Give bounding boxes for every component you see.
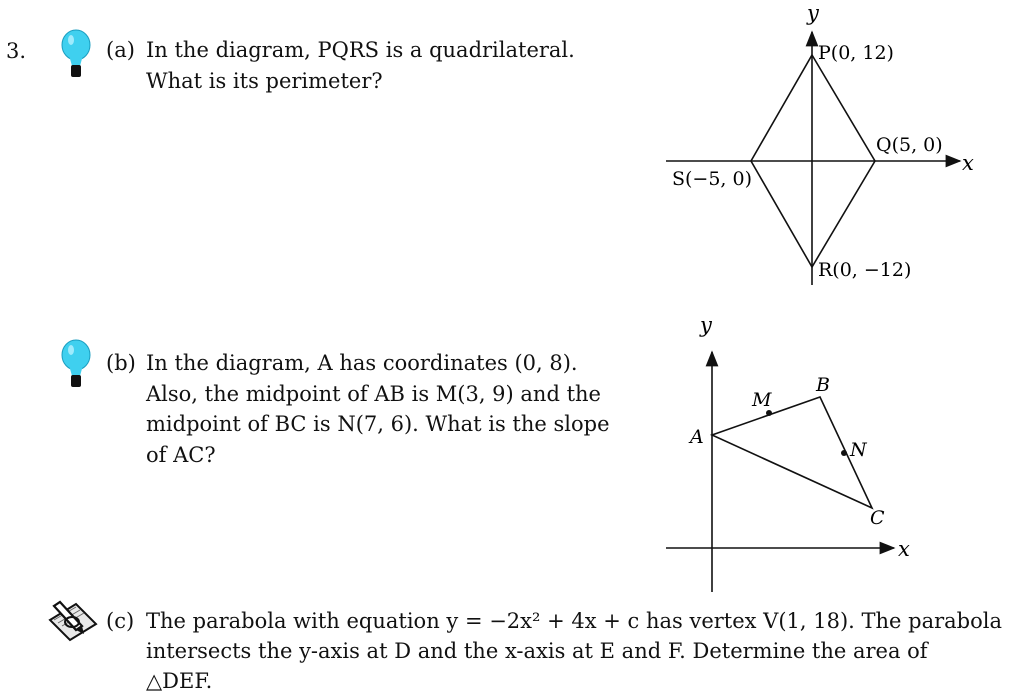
point-p-label: P(0, 12) — [818, 42, 894, 64]
pencil-paper-icon — [46, 596, 100, 646]
part-b-line2: Also, the midpoint of AB is M(3, 9) and the — [146, 382, 601, 406]
part-a-label: (a) — [106, 38, 135, 62]
point-n-label: N — [850, 439, 867, 461]
triangle-abc — [712, 397, 872, 508]
point-s-label: S(−5, 0) — [672, 168, 753, 190]
x-axis-label: x — [898, 537, 910, 561]
point-q-label: Q(5, 0) — [876, 134, 943, 156]
point-r-label: R(0, −12) — [818, 259, 912, 281]
part-c-line1: The parabola with equation y = −2x² + 4x + c has vertex V(1, 18). The parabola — [146, 609, 1002, 633]
point-c-label: C — [870, 507, 885, 529]
part-b-line1: In the diagram, A has coordinates (0, 8). — [146, 351, 578, 375]
x-axis-label: x — [962, 151, 974, 175]
point-a-label: A — [690, 426, 704, 448]
point-b-label: B — [816, 374, 830, 396]
part-c-line3: △DEF. — [146, 669, 213, 693]
part-c-label: (c) — [106, 609, 135, 633]
lightbulb-icon — [58, 338, 94, 394]
y-axis-label: y — [807, 1, 819, 25]
part-b-line3: midpoint of BC is N(7, 6). What is the slope — [146, 412, 610, 436]
lightbulb-icon — [58, 28, 94, 84]
diagram-abc — [660, 310, 920, 595]
y-axis-label: y — [700, 313, 712, 337]
part-b-line4: of AC? — [146, 443, 216, 467]
part-c-line2: intersects the y-axis at D and the x-axis at E and F. Determine the area of — [146, 639, 928, 663]
question-number: 3. — [6, 39, 27, 63]
diagram-pqrs — [660, 0, 990, 295]
part-b-label: (b) — [106, 351, 136, 375]
point-n — [841, 450, 847, 456]
point-m-label: M — [752, 389, 772, 411]
part-a-line1: In the diagram, PQRS is a quadrilateral. — [146, 38, 575, 62]
part-a-line2: What is its perimeter? — [146, 69, 383, 93]
